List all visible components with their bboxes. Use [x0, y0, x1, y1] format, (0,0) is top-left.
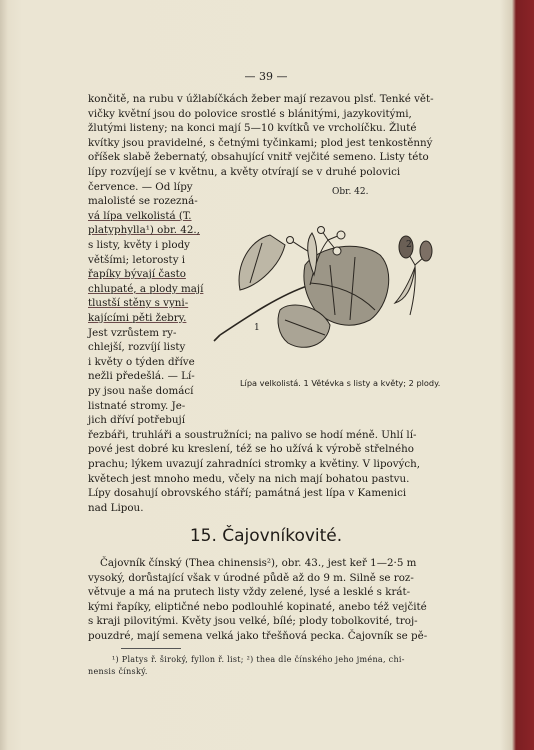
- page-number: — 39 —: [244, 70, 288, 83]
- column-line: července. — Od lípy: [88, 180, 193, 193]
- footnote-rule: [121, 648, 181, 649]
- body-line: končitě, na rubu v úžlabíčkách žeber mají rezavou plsť. Tenké vět-: [88, 93, 434, 105]
- figure-number-1: 1: [254, 323, 260, 333]
- column-line: nežli předešlá. — Lí-: [88, 370, 195, 383]
- column-line: chlupaté, a plody mají: [88, 282, 204, 295]
- body-line: oříšek slabě žebernatý, obsahující vnitř vejčité semeno. Listy této: [88, 151, 429, 164]
- column-line: většími; letorosty i: [88, 253, 186, 266]
- column-line: Jest vzrůstem ry-: [88, 326, 177, 339]
- body-line: pouzdré, mají semena velká jako třešňová pecka. Čajovník se pě-: [88, 630, 428, 642]
- linden-illustration: [210, 195, 450, 375]
- body-line: Čajovník čínský (Thea chinensis²), obr. 43., jest keř 1—2·5 m: [100, 557, 417, 569]
- column-line: platyphylla¹) obr. 42.,: [88, 224, 200, 237]
- body-line: květech jest mnoho medu, včely na nich mají bohatou pastvu.: [88, 472, 410, 485]
- footnote-line: ¹) Platys ř. široký, fyllon ř. list; ²) thea dle čínského jeho jména, chi-: [112, 655, 405, 664]
- column-line: jich dříví potřebují: [88, 414, 186, 427]
- column-line: py jsou naše domácí: [88, 385, 194, 397]
- body-line: lípy rozvíjejí se v květnu, a květy otvírají se v druhé polovici: [88, 166, 401, 178]
- body-line: žlutými listeny; na konci mají 5—10 kvítků ve vrcholíčku. Žluté: [88, 122, 417, 135]
- body-line: nad Lipou.: [88, 501, 144, 514]
- body-line: s kraji pilovitými. Květy jsou velké, bílé; plody tobolkovité, troj-: [88, 615, 418, 628]
- body-line: větvuje a má na prutech listy vždy zelené, lysé a lesklé s krát-: [88, 586, 411, 599]
- body-line: Lípy dosahují obrovského stáří; památná jest lípa v Kamenici: [88, 487, 407, 500]
- body-line: kými řapíky, eliptičné nebo podlouhlé kopinaté, anebo též vejčité: [88, 600, 427, 613]
- body-line: řezbáři, truhláři a soustružníci; na palivo se hodí méně. Uhlí lí-: [88, 428, 417, 441]
- body-line: prachu; lýkem uvazují zahradníci stromky a květiny. V lipových,: [88, 458, 421, 470]
- column-line: i květy o týden dříve: [88, 355, 195, 368]
- column-line: řapíky bývají často: [88, 268, 186, 281]
- section-heading: 15. Čajovníkovité.: [189, 526, 343, 546]
- footnote-line: nensis čínský.: [88, 667, 148, 676]
- column-line: kajícími pěti žebry.: [88, 312, 187, 324]
- column-line: listnaté stromy. Je-: [88, 399, 186, 412]
- figure-number-2: 2: [406, 240, 412, 250]
- body-line: kvítky jsou pravidelné, s četnými tyčinkami; plod jest tenkostěnný: [88, 136, 433, 149]
- column-line: malolisté se rozezná-: [88, 195, 198, 208]
- column-line: tlustší stěny s vyni-: [88, 297, 189, 310]
- body-line: vysoký, dorůstající však v úrodné půdě až do 9 m. Silně se roz-: [88, 571, 414, 584]
- figure-label: Obr. 42.: [332, 187, 369, 197]
- column-line: chlejší, rozvíjí listy: [88, 341, 186, 354]
- body-line: pové jest dobré ku kreslení, též se ho užívá k výrobě střelného: [88, 443, 414, 456]
- body-line: vičky květní jsou do polovice srostlé s blánitými, jazykovitými,: [88, 107, 412, 120]
- column-line: vá lípa velkolistá (T.: [88, 209, 192, 222]
- column-line: s listy, květy i plody: [88, 239, 190, 251]
- figure-caption: Lípa velkolistá. 1 Větévka s listy a květy; 2 plody.: [240, 378, 441, 388]
- book-page: [20, 0, 512, 750]
